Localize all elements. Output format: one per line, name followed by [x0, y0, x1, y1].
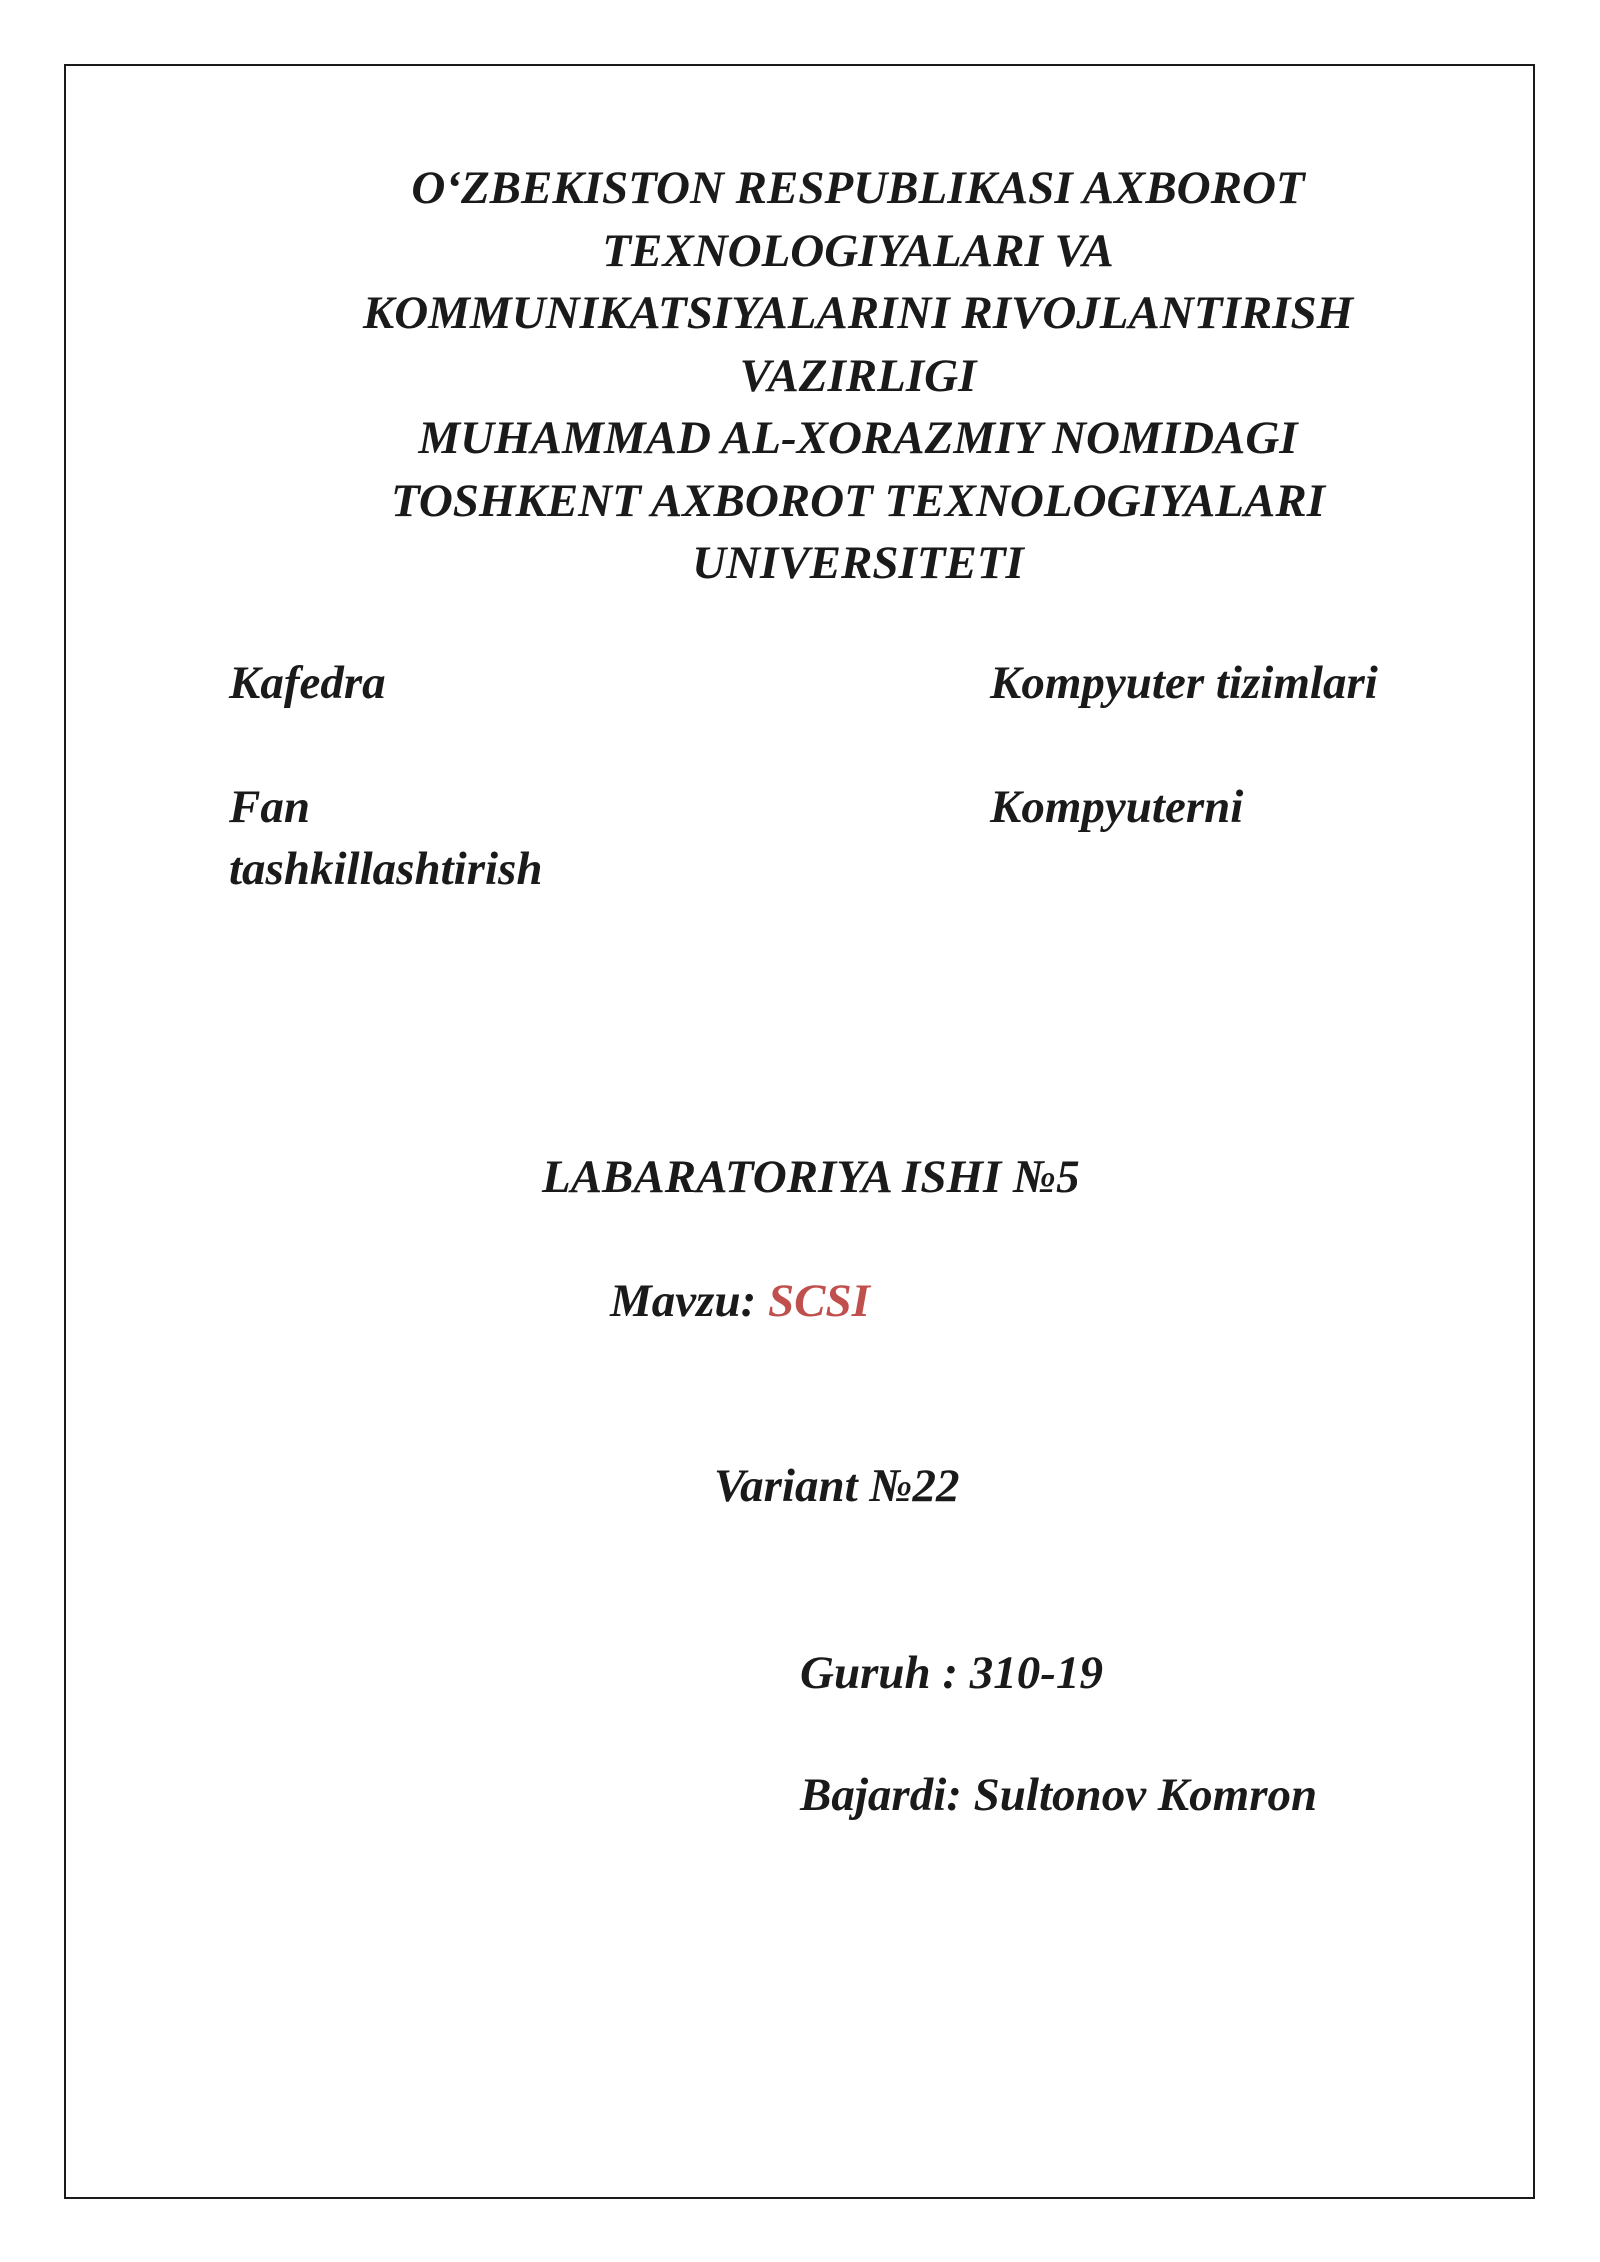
kafedra-label: Kafedra: [229, 657, 386, 709]
variant-number: Variant №22: [714, 1460, 960, 1512]
heading-line: MUHAMMAD AL-XORAZMIY NOMIDAGI: [418, 412, 1298, 464]
heading-line: TOSHKENT AXBOROT TEXNOLOGIYALARI: [390, 474, 1326, 527]
fan-label: [229, 776, 543, 900]
group-number: Guruh : 310-19: [800, 1647, 1103, 1699]
lab-title: LABARATORIYA ISHI №5: [542, 1151, 1080, 1203]
kafedra-value: Kompyuter tizimlari: [990, 657, 1378, 709]
heading-line: O‘ZBEKISTON RESPUBLIKASI AXBOROT: [411, 162, 1305, 214]
mavzu-line: [610, 1270, 870, 1332]
fan-label-line: tashkillashtirish: [229, 843, 543, 895]
heading-line: UNIVERSITETI: [692, 537, 1024, 589]
mavzu-topic: SCSI: [767, 1275, 870, 1327]
author-line: Bajardi: Sultonov Komron: [800, 1769, 1318, 1821]
fan-value: Kompyuterni: [990, 781, 1244, 833]
heading-line: VAZIRLIGI: [739, 349, 977, 402]
heading-line: TEXNOLOGIYALARI VA: [602, 224, 1114, 277]
university-heading: [190, 157, 1526, 595]
heading-line: KOMMUNIKATSIYALARINI RIVOJLANTIRISH: [362, 287, 1354, 339]
fan-label-line: Fan: [229, 781, 310, 833]
mavzu-label: Mavzu:: [610, 1275, 768, 1327]
